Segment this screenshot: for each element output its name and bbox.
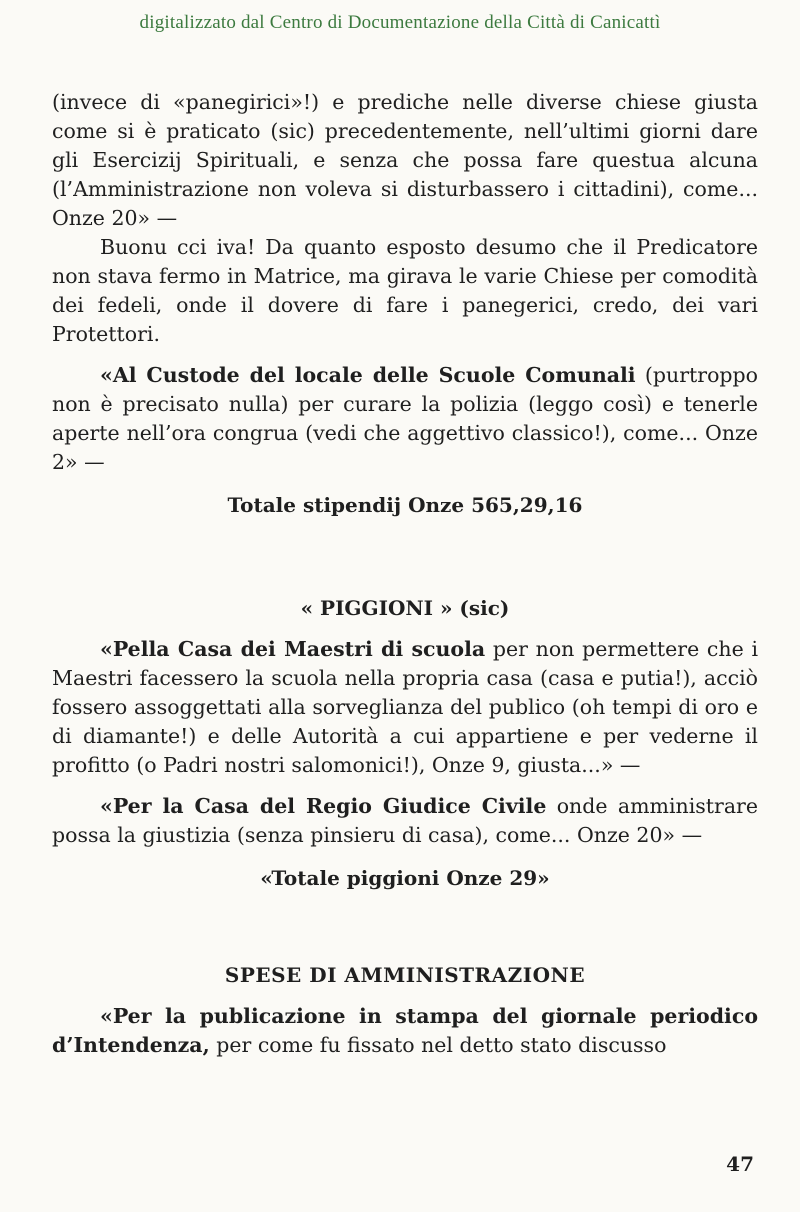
total-stipendi: Totale stipendij Onze 565,29,16 <box>227 493 583 517</box>
heading-spese: SPESE DI AMMINISTRAZIONE <box>224 963 586 987</box>
paragraph-publicazione <box>52 1002 758 1060</box>
heading-piggioni: « PIGGIONI » (sic) <box>300 596 510 620</box>
digitization-watermark: digitalizzato dal Centro di Documentazione della Città di Canicattì <box>139 12 661 33</box>
custode-text: (purtroppo non è precisato nulla) per curare la polizia (leggo così) e tenerle aperte nell’ora congrua (vedi che aggettivo classico!), come... Onze 2» — <box>52 363 759 474</box>
maestri-text: per non permettere che i Maestri facessero la scuola nella propria casa (casa e putia!), acciò fossero assoggettati alla sorveglianza del publico (oh tempi di oro e di diamante!) e delle Autorità a cui appartiene e per vederne il profitto (o Padri nostri salomonici!), Onze 9, giusta...» — <box>52 637 758 777</box>
publicazione-text: per come fu fissato nel detto stato discusso <box>209 1033 667 1057</box>
paragraph-maestri <box>52 635 758 780</box>
page-number: 47 <box>726 1152 754 1176</box>
paragraph-prediche: (invece di «panegirici»!) e prediche nelle diverse chiese giusta come si è praticato (sic) precedentemente, nell’ultimi giorni dare gli Esercizij Spirituali, e senza che possa fare questua alcuna (l’Amministrazione non voleva si disturbassero i cittadini), come... Onze 20» — <box>52 90 758 230</box>
paragraph-custode <box>52 361 758 477</box>
custode-bold-lead: «Al Custode del locale delle Scuole Comunali <box>100 363 636 387</box>
giudice-bold-lead: «Per la Casa del Regio Giudice Civile <box>100 794 547 818</box>
maestri-bold-lead: «Pella Casa dei Maestri di scuola <box>100 637 486 661</box>
page-body <box>52 88 758 1060</box>
total-piggioni: «Totale piggioni Onze 29» <box>260 866 550 890</box>
publicazione-bold-lead: «Per la publicazione in stampa del giornale periodico d’Intendenza, <box>52 1004 758 1057</box>
paragraph-giudice <box>52 792 758 850</box>
giudice-text: onde amministrare possa la giustizia (senza pinsieru di casa), come... Onze 20» — <box>52 794 758 847</box>
paragraph-buonu: Buonu cci iva! Da quanto esposto desumo che il Predicatore non stava fermo in Matrice, ma girava le varie Chiese per comodità dei fedeli, onde il dovere di fare i panegerici, credo, dei vari Protettori. <box>52 235 758 346</box>
